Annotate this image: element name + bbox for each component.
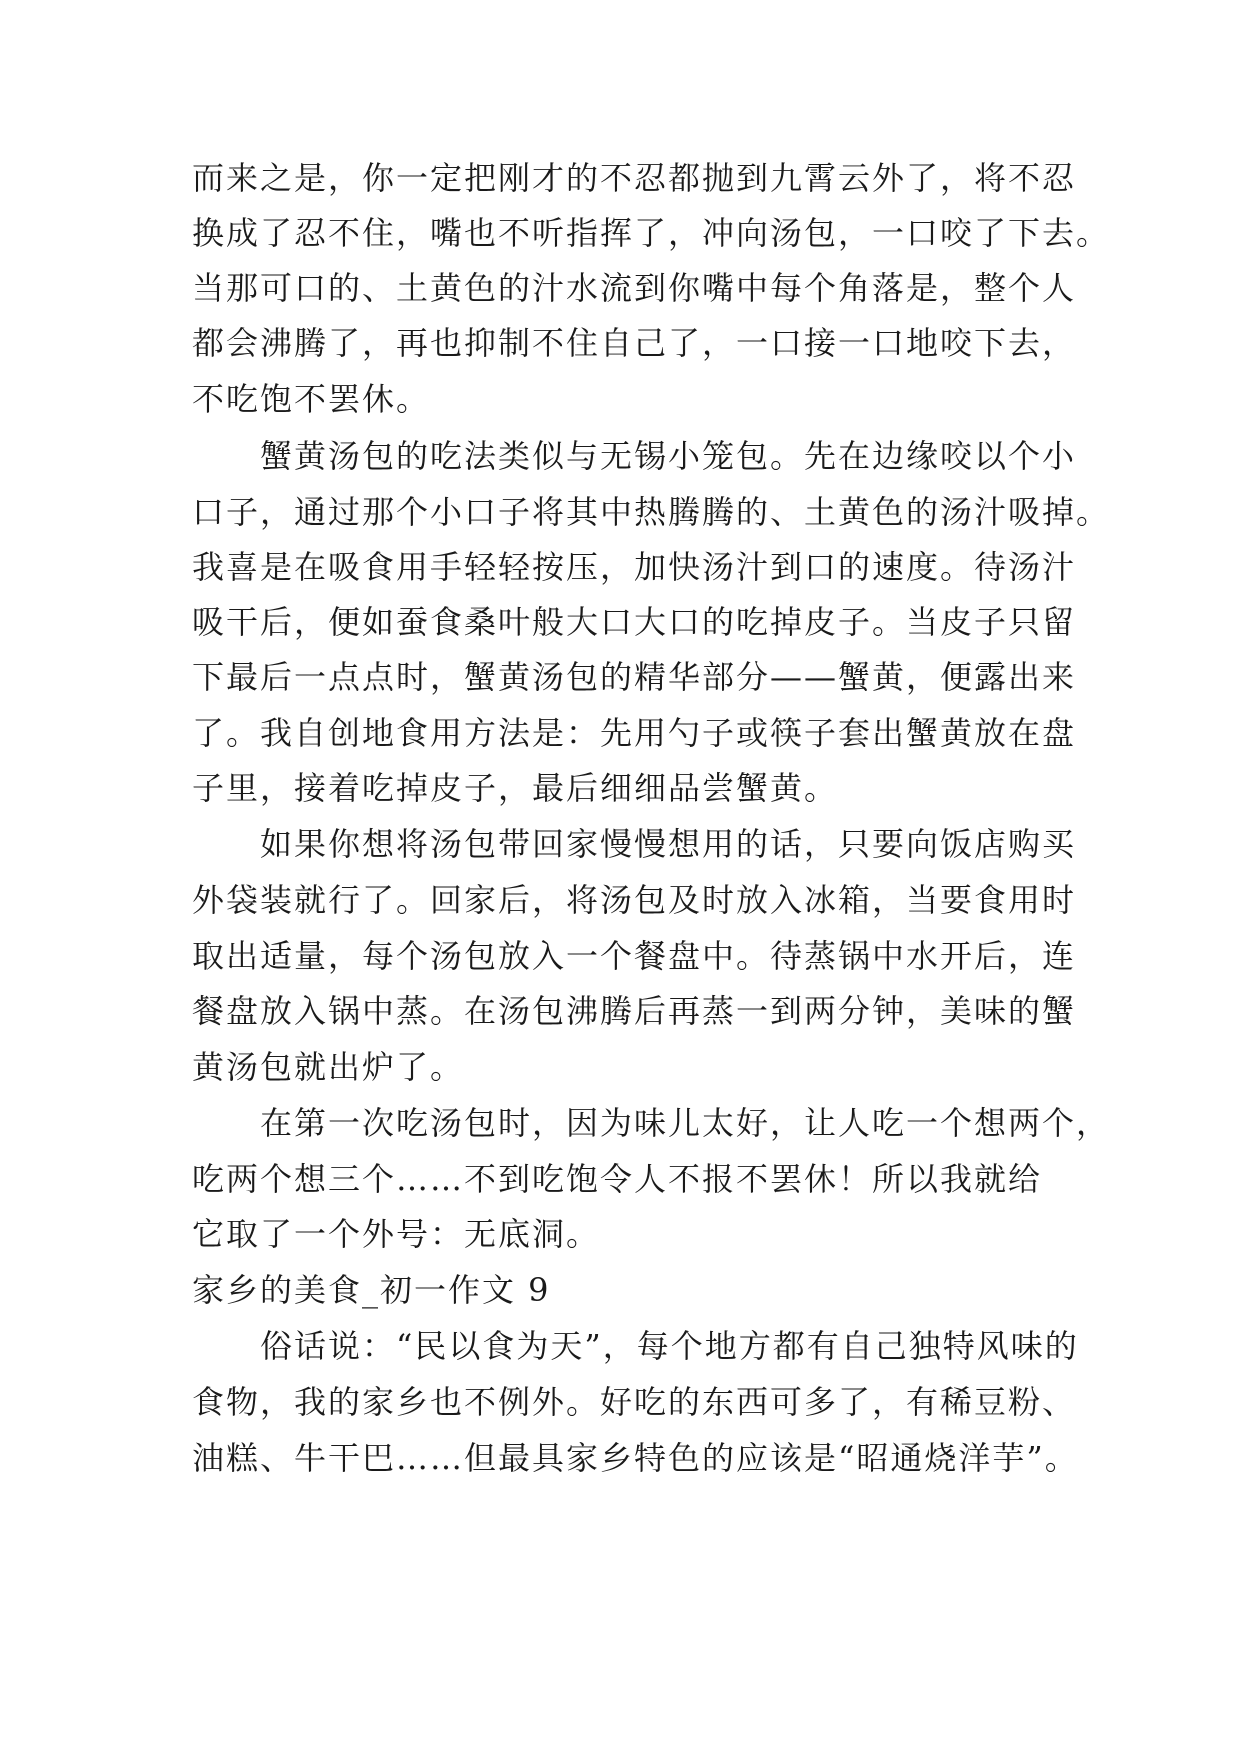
text-line: 蟹黄汤包的吃法类似与无锡小笼包。先在边缘咬以个小: [192, 437, 1077, 475]
text-line: 都会沸腾了，再也抑制不住自己了，一口接一口地咬下去，: [192, 324, 1077, 362]
text-line: 食物，我的家乡也不例外。好吃的东西可多了，有稀豆粉、: [192, 1383, 1077, 1421]
text-line: 口子，通过那个小口子将其中热腾腾的、土黄色的汤汁吸掉。: [192, 493, 1111, 531]
text-line: 下最后一点点时，蟹黄汤包的精华部分——蟹黄，便露出来: [192, 658, 1077, 696]
text-line: 子里，接着吃掉皮子，最后细细品尝蟹黄。: [192, 769, 839, 807]
text-line: 而来之是，你一定把刚才的不忍都抛到九霄云外了，将不忍: [192, 159, 1077, 197]
text-line: 油糕、牛干巴……但最具家乡特色的应该是“昭通烧洋芋”。: [192, 1439, 1079, 1477]
text-line: 了。我自创地食用方法是：先用勺子或筷子套出蟹黄放在盘: [192, 714, 1077, 752]
section-heading: 家乡的美食_初一作文 9: [192, 1271, 551, 1309]
text-line: 俗话说：“民以食为天”，每个地方都有自己独特风味的: [192, 1327, 1079, 1365]
text-line: 在第一次吃汤包时，因为味儿太好，让人吃一个想两个，: [192, 1104, 1111, 1142]
text-line: 它取了一个外号：无底洞。: [192, 1215, 601, 1253]
text-line: 我喜是在吸食用手轻轻按压，加快汤汁到口的速度。待汤汁: [192, 548, 1077, 586]
text-line: 当那可口的、土黄色的汁水流到你嘴中每个角落是，整个人: [192, 269, 1077, 307]
text-line: 取出适量，每个汤包放入一个餐盘中。待蒸锅中水开后，连: [192, 937, 1077, 975]
text-line: 不吃饱不罢休。: [192, 380, 431, 418]
text-line: 黄汤包就出炉了。: [192, 1048, 465, 1086]
text-line: 餐盘放入锅中蒸。在汤包沸腾后再蒸一到两分钟，美味的蟹: [192, 992, 1077, 1030]
text-line: 如果你想将汤包带回家慢慢想用的话，只要向饭店购买: [192, 825, 1077, 863]
text-line: 吃两个想三个……不到吃饱令人不报不罢休！所以我就给: [192, 1160, 1043, 1198]
text-line: 换成了忍不住，嘴也不听指挥了，冲向汤包，一口咬了下去。: [192, 214, 1111, 252]
text-line: 吸干后，便如蚕食桑叶般大口大口的吃掉皮子。当皮子只留: [192, 603, 1077, 641]
text-line: 外袋装就行了。回家后，将汤包及时放入冰箱，当要食用时: [192, 881, 1077, 919]
